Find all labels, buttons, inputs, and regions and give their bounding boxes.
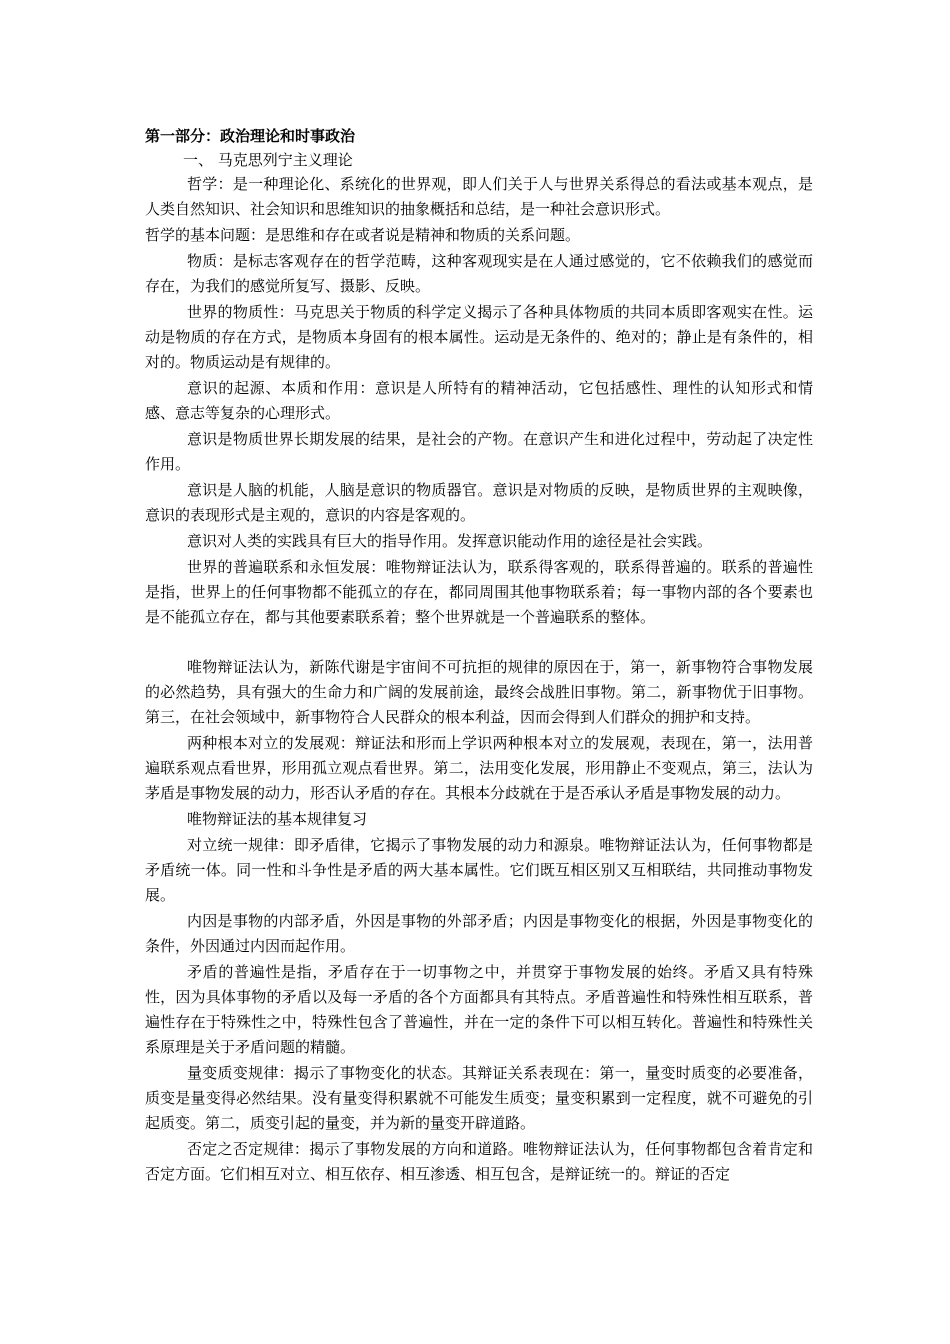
paragraph: 哲学的基本问题：是思维和存在或者说是精神和物质的关系问题。 — [145, 226, 581, 244]
blank-line — [145, 631, 813, 655]
subsection-title: 唯物辩证法的基本规律复习 — [187, 810, 368, 828]
section-title: 一、 马克思列宁主义理论 — [183, 151, 353, 169]
paragraph: 世界的物质性：马克思关于物质的科学定义揭示了各种具体物质的共同本质即客观实在性。运动是物质的存在方式，是物质本身固有的根本属性。运动是无条件的、绝对的；静止是有条件的，相对的。物质运动是有规律的。 — [145, 303, 813, 371]
paragraph: 矛盾的普遍性是指，矛盾存在于一切事物之中，并贯穿于事物发展的始终。矛盾又具有特殊性，因为具体事物的矛盾以及每一矛盾的各个方面都具有其特点。矛盾普遍性和特殊性相互联系，普遍性存在于特殊性之中，特殊性包含了普遍性，并在一定的条件下可以相互转化。普遍性和特殊性关系原理是关于矛盾问题的精髓。 — [145, 963, 813, 1056]
paragraph: 物质：是标志客观存在的哲学范畴，这种客观现实是在人通过感觉的，它不依赖我们的感觉而存在，为我们的感觉所复写、摄影、反映。 — [145, 252, 813, 295]
paragraph: 量变质变规律：揭示了事物变化的状态。其辩证关系表现在：第一，量变时质变的必要准备，质变是量变得必然结果。没有量变得积累就不可能发生质变；量变积累到一定程度，就不可避免的引起质变。第二，质变引起的量变，并为新的量变开辟道路。 — [145, 1064, 813, 1132]
paragraph: 意识对人类的实践具有巨大的指导作用。发挥意识能动作用的途径是社会实践。 — [187, 532, 713, 550]
paragraph: 世界的普遍联系和永恒发展：唯物辩证法认为，联系得客观的，联系得普遍的。联系的普遍性是指，世界上的任何事物都不能孤立的存在，都同周围其他事物联系着；每一事物内部的各个要素也是不能孤立存在，都与其他要素联系着；整个世界就是一个普遍联系的整体。 — [145, 558, 813, 626]
document-body — [145, 124, 813, 1188]
paragraph: 意识的起源、本质和作用：意识是人所特有的精神活动，它包括感性、理性的认知形式和情感、意志等复杂的心理形式。 — [145, 379, 813, 422]
paragraph: 意识是物质世界长期发展的结果，是社会的产物。在意识产生和进化过程中，劳动起了决定性作用。 — [145, 430, 813, 473]
paragraph: 哲学：是一种理论化、系统化的世界观，即人们关于人与世界关系得总的看法或基本观点，是人类自然知识、社会知识和思维知识的抽象概括和总结，是一种社会意识形式。 — [145, 175, 813, 218]
part-title: 第一部分：政治理论和时事政治 — [145, 127, 356, 145]
paragraph: 对立统一规律：即矛盾律，它揭示了事物发展的动力和源泉。唯物辩证法认为，任何事物都是矛盾统一体。同一性和斗争性是矛盾的两大基本属性。它们既互相区别又互相联结，共同推动事物发展。 — [145, 836, 813, 904]
paragraph: 意识是人脑的机能，人脑是意识的物质器官。意识是对物质的反映，是物质世界的主观映像，意识的表现形式是主观的，意识的内容是客观的。 — [145, 481, 813, 524]
paragraph: 内因是事物的内部矛盾，外因是事物的外部矛盾；内因是事物变化的根据，外因是事物变化的条件，外因通过内因而起作用。 — [145, 912, 813, 955]
paragraph: 唯物辩证法认为，新陈代谢是宇宙间不可抗拒的规律的原因在于，第一，新事物符合事物发展的必然趋势，具有强大的生命力和广阔的发展前途，最终会战胜旧事物。第二，新事物优于旧事物。第三，在社会领域中，新事物符合人民群众的根本利益，因而会得到人们群众的拥护和支持。 — [145, 658, 813, 726]
paragraph: 否定之否定规律：揭示了事物发展的方向和道路。唯物辩证法认为，任何事物都包含着肯定和否定方面。它们相互对立、相互依存、相互渗透、相互包含，是辩证统一的。辩证的否定 — [145, 1140, 813, 1183]
paragraph: 两种根本对立的发展观：辩证法和形而上学识两种根本对立的发展观，表现在，第一，法用普遍联系观点看世界，形用孤立观点看世界。第二，法用变化发展，形用静止不变观点，第三，法认为茅盾是事物发展的动力，形否认矛盾的存在。其根本分歧就在于是否承认矛盾是事物发展的动力。 — [145, 734, 813, 802]
